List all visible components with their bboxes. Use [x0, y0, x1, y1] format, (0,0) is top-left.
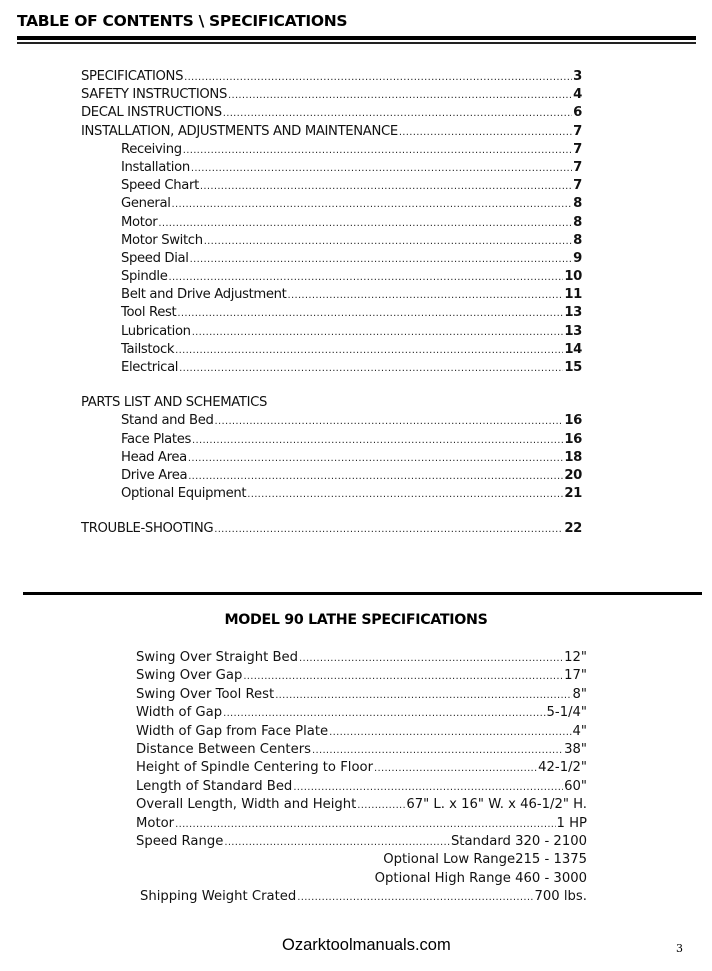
toc-subentry[interactable] — [81, 431, 582, 449]
toc-entry-label: Motor Switch — [121, 232, 203, 248]
toc-parts-heading: PARTS LIST AND SCHEMATICS — [81, 395, 268, 411]
spec-value: 5-1/4" — [546, 705, 587, 721]
toc-subentry[interactable] — [81, 449, 582, 467]
footer-website: Ozarktoolmanuals.com — [282, 936, 451, 954]
spec-value: 42-1/2" — [538, 760, 587, 776]
spec-label: Swing Over Gap — [136, 668, 243, 684]
dot-leader — [223, 105, 572, 123]
spec-row — [136, 759, 587, 777]
dot-leader — [223, 705, 545, 723]
spec-value: 17" — [564, 668, 587, 684]
specifications-list — [136, 649, 587, 906]
toc-entry-page: 8 — [573, 196, 582, 212]
spec-row — [136, 649, 587, 667]
toc-entry-page: 20 — [564, 467, 582, 483]
toc-subentry[interactable] — [81, 177, 582, 195]
toc-entry-page: 14 — [564, 341, 582, 357]
spec-row-shipping-weight — [136, 888, 587, 906]
dot-leader — [224, 834, 450, 852]
spec-value: 12" — [564, 650, 587, 665]
spec-label: Width of Gap — [136, 705, 223, 721]
toc-entry-page: 16 — [564, 413, 582, 429]
spec-label: Length of Standard Bed — [136, 778, 293, 794]
toc-subentry[interactable] — [81, 304, 582, 322]
toc-subentry[interactable] — [81, 412, 582, 430]
toc-subentry[interactable] — [81, 268, 582, 286]
toc-installation-subentries — [81, 141, 582, 377]
dot-leader — [168, 269, 563, 287]
toc-subentry[interactable] — [81, 159, 582, 177]
dot-leader — [184, 69, 572, 87]
toc-entry-label: Optional Equipment — [121, 486, 247, 502]
toc-entry-page: 7 — [573, 141, 582, 157]
header-rule-thin — [17, 42, 696, 44]
toc-entry-page: 13 — [564, 305, 582, 321]
dot-leader — [215, 413, 564, 431]
dot-leader — [243, 668, 563, 686]
toc-entry-label: Installation — [121, 159, 190, 175]
dot-leader — [297, 889, 533, 907]
toc-entry-page: 22 — [564, 521, 582, 537]
spec-value: 4" — [572, 723, 587, 739]
spec-row — [136, 833, 587, 851]
dot-leader — [288, 287, 564, 305]
toc-subentry[interactable] — [81, 141, 582, 159]
toc-entry-page: 3 — [573, 69, 582, 84]
toc-entry-label: SAFETY INSTRUCTIONS — [81, 87, 227, 103]
toc-entry[interactable] — [81, 68, 582, 86]
toc-subentry[interactable] — [81, 250, 582, 268]
toc-entry[interactable] — [81, 86, 582, 104]
toc-entry-label: Belt and Drive Adjustment — [121, 287, 287, 303]
toc-entry-label: Spindle — [121, 269, 168, 285]
dot-leader — [188, 450, 563, 468]
spec-label: Distance Between Centers — [136, 741, 312, 757]
spec-row — [136, 815, 587, 833]
spec-row — [136, 796, 587, 814]
toc-entry-label: Tool Rest — [121, 305, 177, 321]
spec-row — [136, 667, 587, 685]
dot-leader — [299, 650, 563, 668]
toc-entry-page: 6 — [573, 105, 582, 121]
toc-top-entries — [81, 68, 582, 141]
speed-range-optional-high: Optional High Range 460 - 3000 — [374, 870, 587, 886]
toc-subentry[interactable] — [81, 485, 582, 503]
toc-entry-label: Lubrication — [121, 323, 191, 339]
dot-leader — [275, 687, 571, 705]
spec-label: Motor — [136, 815, 175, 831]
toc-entry-label: SPECIFICATIONS — [81, 69, 184, 84]
dot-leader — [399, 124, 572, 142]
toc-entry-label: Drive Area — [121, 467, 188, 483]
spec-row — [136, 686, 587, 704]
toc-entry-page: 8 — [573, 214, 582, 230]
toc-subentry[interactable] — [81, 359, 582, 377]
spec-value: 8" — [572, 686, 587, 702]
dot-leader — [190, 251, 573, 269]
dot-leader — [228, 87, 572, 105]
toc-entry-label: DECAL INSTRUCTIONS — [81, 105, 222, 121]
dot-leader — [175, 342, 563, 360]
toc-entry-label: Receiving — [121, 141, 182, 157]
toc-entry-label: Head Area — [121, 449, 187, 465]
spec-label: Shipping Weight Crated — [140, 889, 297, 905]
toc-entry-label: Tailstock — [121, 341, 175, 357]
dot-leader — [183, 142, 572, 160]
toc-entry-page: 16 — [564, 431, 582, 447]
spec-value: 38" — [564, 741, 587, 757]
spec-value: 60" — [564, 778, 587, 794]
toc-subentry[interactable] — [81, 286, 582, 304]
dot-leader — [179, 360, 563, 378]
toc-entry-page: 7 — [573, 159, 582, 175]
specifications-title: MODEL 90 LATHE SPECIFICATIONS — [224, 612, 488, 628]
dot-leader — [158, 215, 572, 233]
spec-value: 1 HP — [556, 815, 587, 831]
section-divider-rule — [23, 592, 702, 595]
spec-value: 67" L. x 16" W. x 46-1/2" H. — [406, 797, 587, 813]
dot-leader — [177, 305, 563, 323]
spec-row — [136, 704, 587, 722]
dot-leader — [192, 324, 564, 342]
toc-entry-troubleshooting[interactable] — [81, 520, 582, 538]
toc-subentry[interactable] — [81, 214, 582, 232]
dot-leader — [329, 724, 571, 742]
spec-label: Overall Length, Width and Height — [136, 797, 357, 813]
toc-entry-label: TROUBLE-SHOOTING — [81, 521, 214, 537]
spec-value: Standard 320 - 2100 — [450, 833, 587, 849]
toc-entry-label: Face Plates — [121, 431, 192, 447]
dot-leader — [214, 521, 563, 539]
toc-entry-page: 18 — [564, 449, 582, 465]
toc-entry-label: Speed Dial — [121, 250, 189, 266]
toc-entry-page: 10 — [564, 269, 582, 285]
dot-leader — [192, 432, 563, 450]
toc-entry-label: Stand and Bed — [121, 413, 214, 429]
toc-parts-subentries — [81, 412, 582, 503]
toc-entry-label: INSTALLATION, ADJUSTMENTS AND MAINTENANCE — [81, 123, 398, 139]
speed-range-optional-low: Optional Low Range215 - 1375 — [383, 852, 587, 868]
page-heading: TABLE OF CONTENTS \ SPECIFICATIONS — [17, 12, 348, 30]
toc-entry-label: Speed Chart — [121, 178, 199, 194]
dot-leader — [175, 816, 555, 834]
spec-row — [136, 723, 587, 741]
dot-leader — [374, 760, 537, 778]
spec-label: Height of Spindle Centering to Floor — [136, 760, 374, 776]
toc-subentry[interactable] — [81, 341, 582, 359]
spec-label: Speed Range — [136, 833, 224, 849]
toc-subentry[interactable] — [81, 232, 582, 250]
dot-leader — [172, 196, 573, 214]
toc-entry[interactable] — [81, 104, 582, 122]
toc-entry-label: General — [121, 196, 171, 212]
header-rule-thick — [17, 36, 696, 40]
dot-leader — [357, 797, 405, 815]
toc-entry-page: 8 — [573, 232, 582, 248]
dot-leader — [188, 468, 563, 486]
dot-leader — [200, 178, 572, 196]
table-of-contents — [81, 68, 582, 539]
dot-leader — [293, 779, 563, 797]
toc-entry-label: Electrical — [121, 360, 179, 375]
spec-row — [136, 741, 587, 759]
toc-entry-page: 7 — [573, 178, 582, 194]
toc-entry-page: 7 — [573, 123, 582, 139]
spec-label: Swing Over Tool Rest — [136, 686, 275, 702]
toc-subentry[interactable] — [81, 467, 582, 485]
spec-row — [136, 778, 587, 796]
toc-entry-label: Motor — [121, 214, 158, 230]
toc-subentry[interactable] — [81, 195, 582, 213]
spec-value: 700 lbs. — [534, 889, 587, 905]
footer-page-number: 3 — [676, 942, 683, 955]
toc-entry-page: 15 — [564, 360, 582, 375]
dot-leader — [204, 233, 572, 251]
toc-entry-page: 4 — [573, 87, 582, 103]
dot-leader — [191, 160, 572, 178]
toc-subentry[interactable] — [81, 323, 582, 341]
toc-entry[interactable] — [81, 123, 582, 141]
dot-leader — [312, 742, 563, 760]
spec-label: Swing Over Straight Bed — [136, 650, 298, 665]
spec-label: Width of Gap from Face Plate — [136, 723, 329, 739]
toc-entry-page: 9 — [573, 250, 582, 266]
toc-entry-page: 11 — [564, 287, 582, 303]
toc-entry-page: 13 — [564, 323, 582, 339]
dot-leader — [247, 486, 563, 504]
toc-entry-page: 21 — [564, 486, 582, 502]
